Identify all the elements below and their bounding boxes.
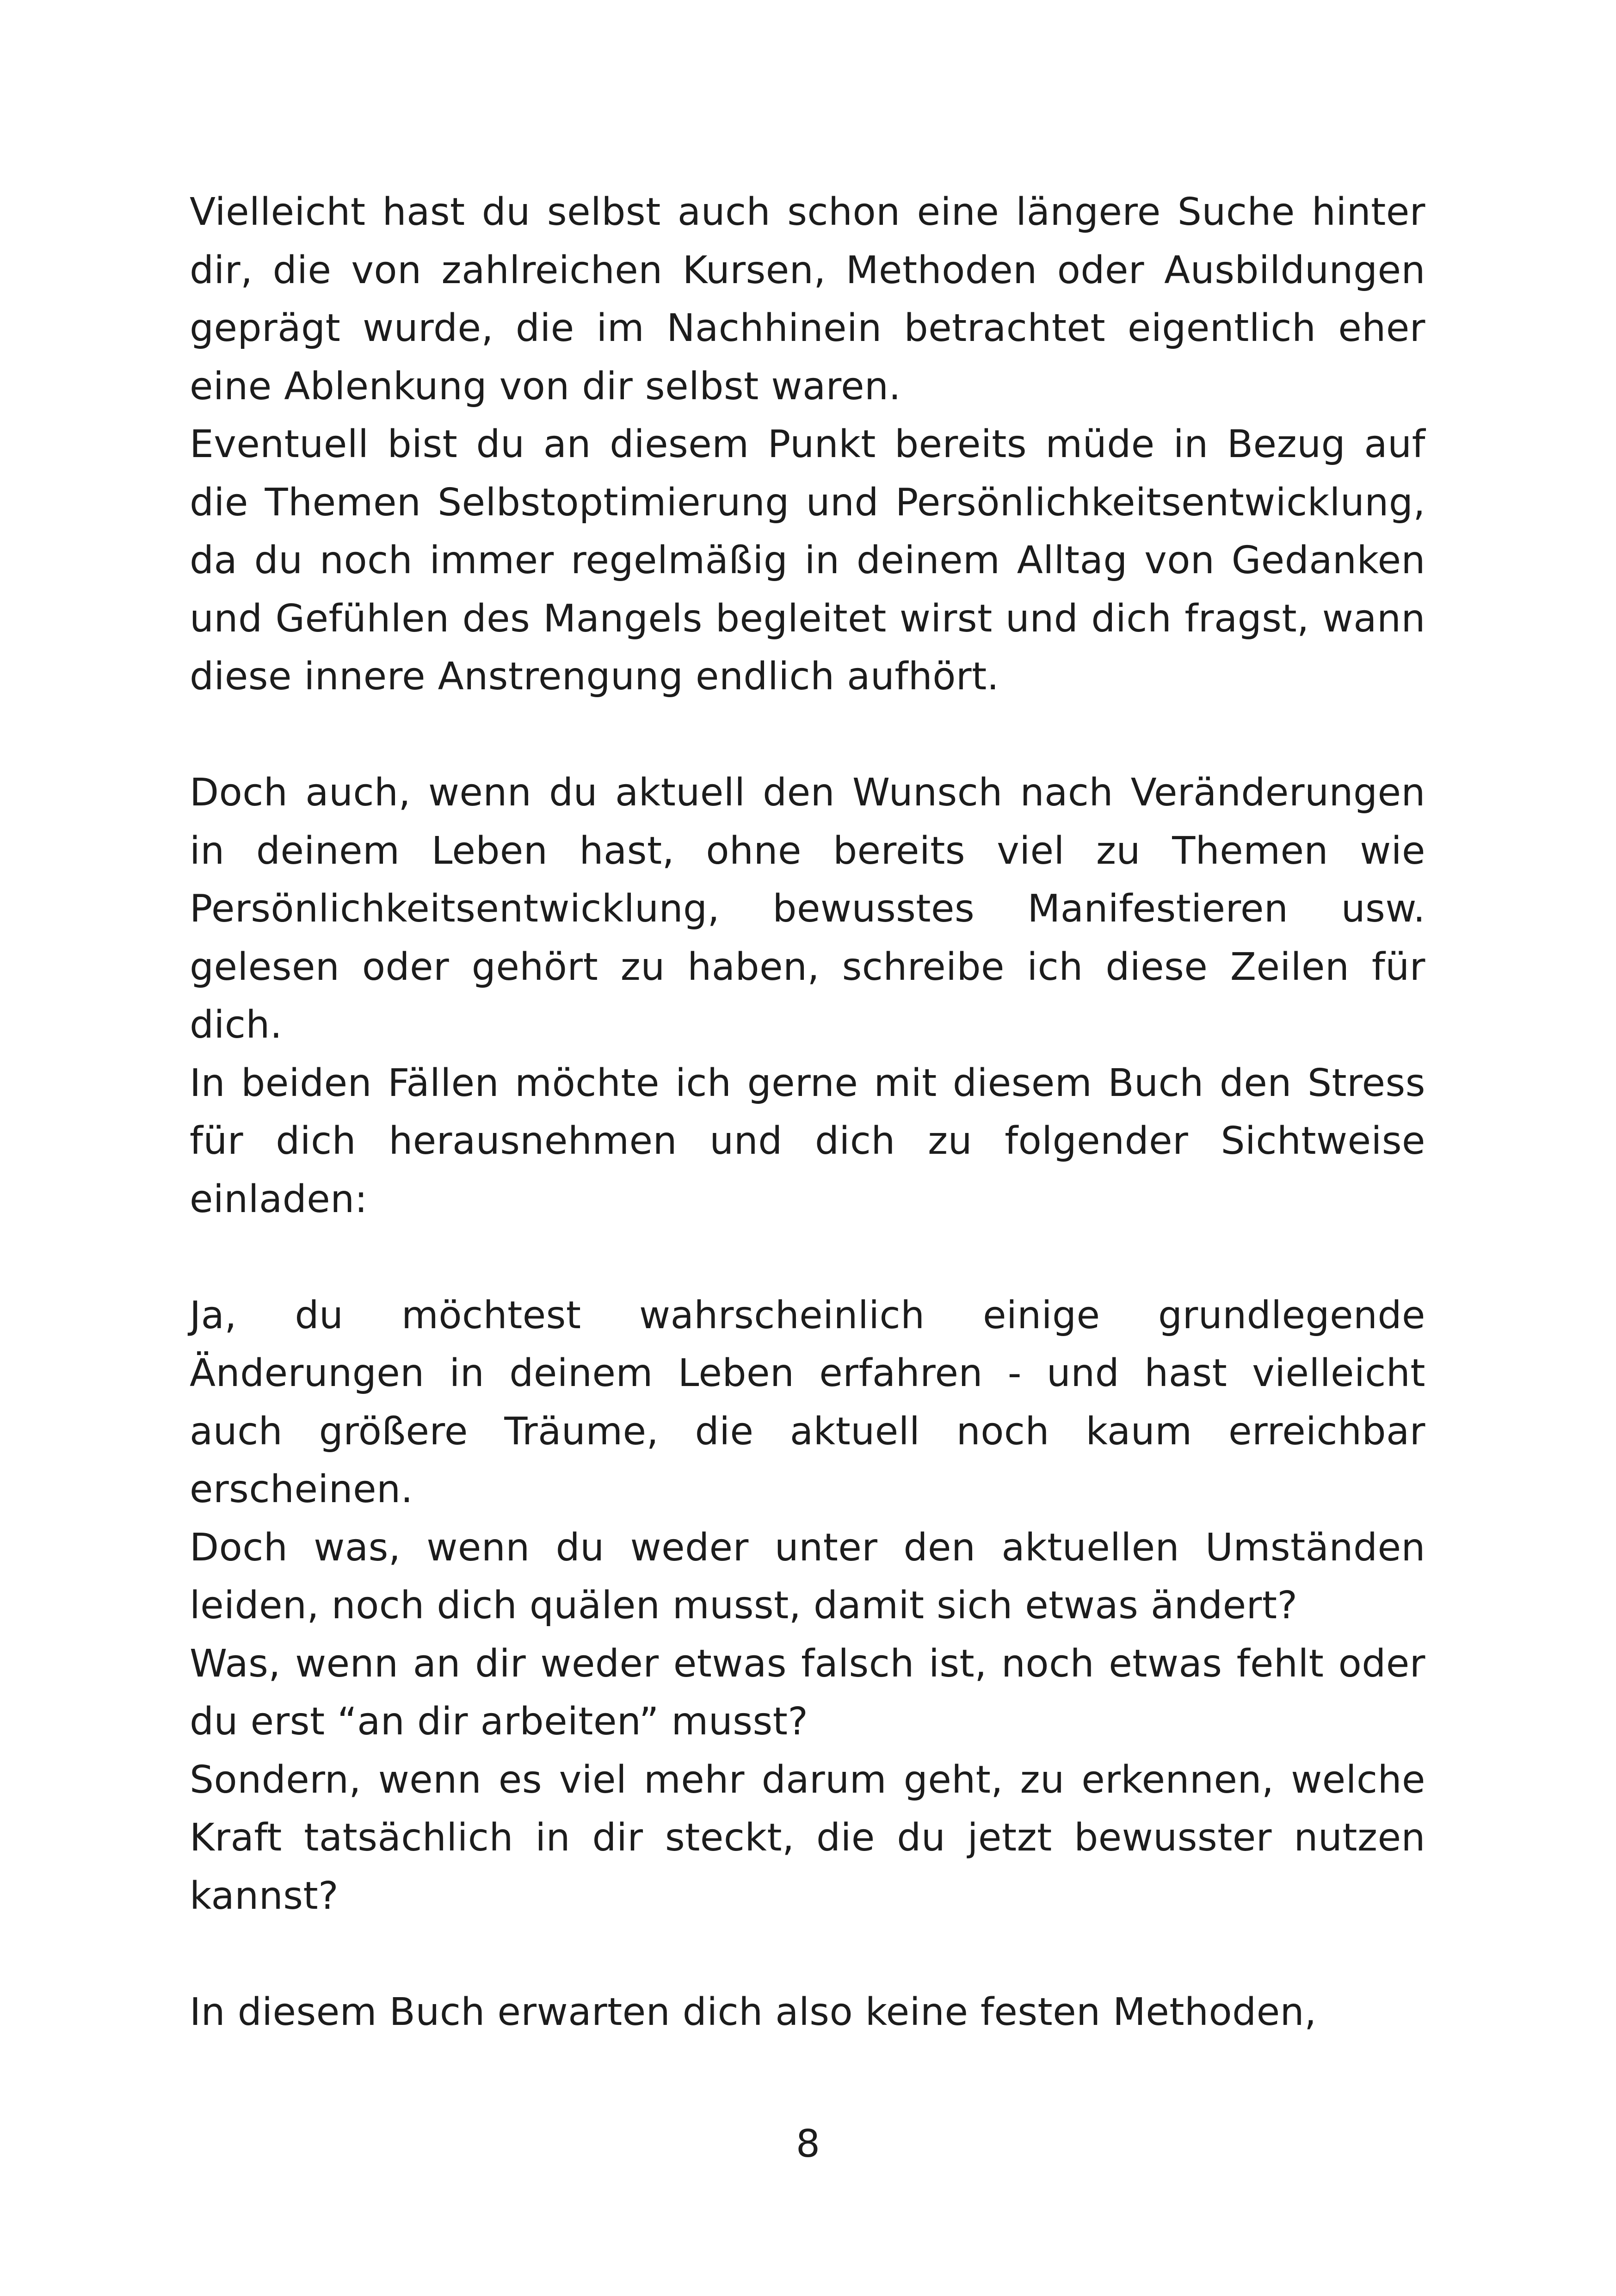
paragraph-tired: Eventuell bist du an diesem Punkt bereits müde in Bezug auf die Themen Selbstoptimierung und Persönlichkeitsentwicklung, da du noch immer regelmäßig in deinem Alltag von Gedanken und Gefühlen des Mangels begleitet wirst und dich fragst, wann diese innere Anstrengung endlich aufhört. (190, 422, 1425, 699)
paragraph-question-suffering: Doch was, wenn du weder unter den aktuellen Umständen leiden, noch dich quälen musst, damit sich etwas ändert? (190, 1525, 1425, 1628)
paragraph-question-power: Sondern, wenn es viel mehr darum geht, zu erkennen, welche Kraft tatsächlich in dir steckt, die du jetzt bewusster nutzen kannst? (190, 1758, 1425, 1918)
paragraph-wish-for-change: Doch auch, wenn du aktuell den Wunsch nach Veränderungen in deinem Leben hast, ohne bereits viel zu Themen wie Persönlichkeitsentwicklung, bewusstes Manifestieren usw. gelesen oder gehört zu haben, schreibe ich diese Zeilen für dich. (190, 771, 1425, 1047)
paragraph-search: Vielleicht hast du selbst auch schon eine längere Suche hinter dir, die von zahlreichen Kursen, Methoden oder Ausbildungen geprägt wurde, die im Nachhinein betrachtet eigentlich eher eine Ablenkung von dir selbst waren. (190, 190, 1425, 408)
paragraph-changes: Ja, du möchtest wahrscheinlich einige grundlegende Änderungen in deinem Leben erfahren - und hast vielleicht auch größere Träume, die aktuell noch kaum erreichbar erscheinen. (190, 1293, 1425, 1511)
page-number: 8 (796, 2122, 820, 2166)
body-text (190, 183, 1425, 2041)
paragraph-question-nothing-wrong: Was, wenn an dir weder etwas falsch ist, noch etwas fehlt oder du erst “an dir arbeiten” musst? (190, 1641, 1425, 1744)
paragraph-no-methods: In diesem Buch erwarten dich also keine festen Methoden, (190, 1990, 1317, 2034)
paragraph-invitation: In beiden Fällen möchte ich gerne mit diesem Buch den Stress für dich herausnehmen und dich zu folgender Sichtweise einladen: (190, 1061, 1425, 1221)
